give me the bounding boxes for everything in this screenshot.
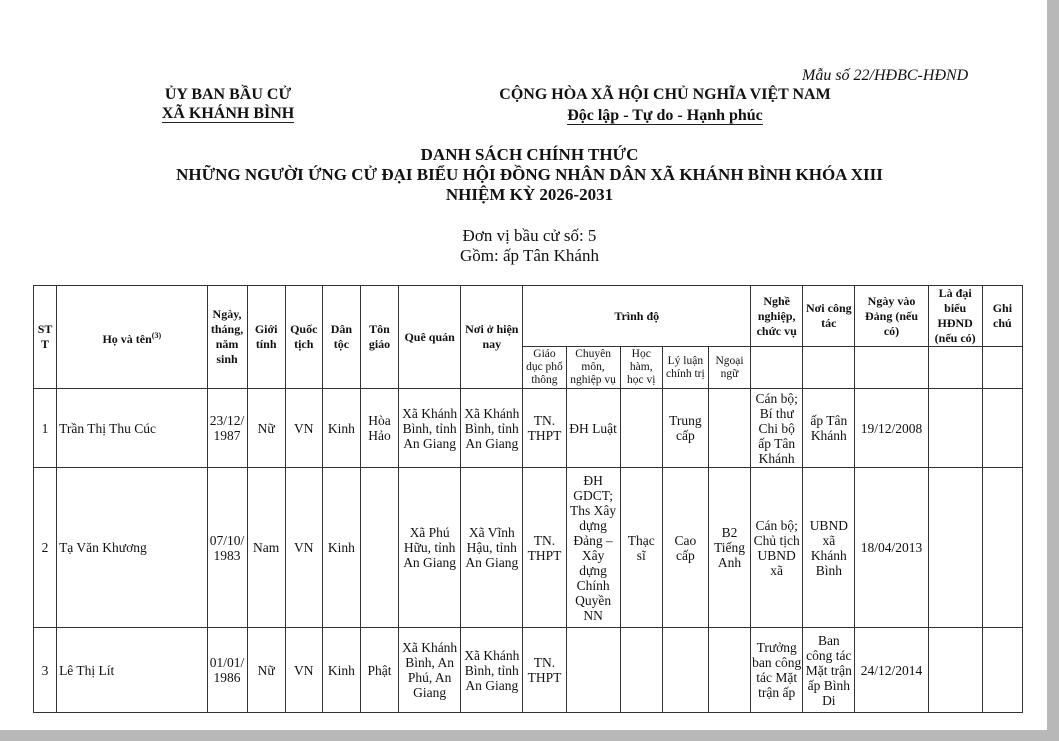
electoral-unit-area: Gồm: ấp Tân Khánh xyxy=(460,246,599,265)
cell-religion xyxy=(360,468,398,628)
header-party-date: Ngày vào Đảng (nếu có) xyxy=(855,286,928,347)
table-row xyxy=(34,628,1023,713)
cell-dob: 01/01/1986 xyxy=(207,628,247,713)
cell-residence: Xã Khánh Bình, tỉnh An Giang xyxy=(461,389,523,468)
header-note: Ghi chú xyxy=(982,286,1022,347)
table-row xyxy=(34,389,1023,468)
cell-party-date: 18/04/2013 xyxy=(855,468,928,628)
header-edu-general: Giáo dục phổ thông xyxy=(523,347,566,389)
header-empty-note xyxy=(982,347,1022,389)
header-hometown: Quê quán xyxy=(399,286,461,389)
header-name-footnote: (3) xyxy=(151,330,162,340)
cell-residence: Xã Khánh Bình, tỉnh An Giang xyxy=(461,628,523,713)
cell-religion: Phật xyxy=(360,628,398,713)
table-row xyxy=(34,468,1023,628)
cell-edu-general: TN. THPT xyxy=(523,389,566,468)
header-ethnicity: Dân tộc xyxy=(322,286,360,389)
header-name xyxy=(57,286,207,389)
national-motto-text: Độc lập - Tự do - Hạnh phúc xyxy=(567,107,763,124)
cell-dob: 23/12/1987 xyxy=(207,389,247,468)
document-title-line2: NHỮNG NGƯỜI ỨNG CỬ ĐẠI BIỂU HỘI ĐỒNG NHÂN DÂN XÃ KHÁNH BÌNH KHÓA XIII xyxy=(176,165,883,184)
header-delegate: Là đại biểu HĐND (nếu có) xyxy=(928,286,982,347)
header-edu-academic: Học hàm, học vị xyxy=(620,347,662,389)
cell-religion: Hòa Hảo xyxy=(360,389,398,468)
form-number: Mẫu số 22/HĐBC-HĐND xyxy=(802,67,969,84)
cell-ethnicity: Kinh xyxy=(322,389,360,468)
cell-note xyxy=(982,389,1022,468)
national-motto xyxy=(430,107,900,125)
header-residence: Nơi ở hiện nay xyxy=(461,286,523,389)
header-edu-political: Lý luận chính trị xyxy=(662,347,708,389)
header-gender: Giới tính xyxy=(247,286,285,389)
header-stt: STT xyxy=(34,286,57,389)
cell-workplace: UBND xã Khánh Bình xyxy=(803,468,855,628)
cell-nationality: VN xyxy=(285,389,322,468)
cell-edu-professional xyxy=(566,628,620,713)
cell-gender: Nữ xyxy=(247,628,285,713)
cell-note xyxy=(982,468,1022,628)
header-empty-party-date xyxy=(855,347,928,389)
cell-edu-language xyxy=(708,389,750,468)
cell-edu-language: B2 Tiếng Anh xyxy=(708,468,750,628)
cell-edu-political: Cao cấp xyxy=(662,468,708,628)
cell-edu-language xyxy=(708,628,750,713)
header-nationality: Quốc tịch xyxy=(285,286,322,389)
header-empty-workplace xyxy=(803,347,855,389)
cell-edu-general: TN. THPT xyxy=(523,628,566,713)
cell-hometown: Xã Phú Hữu, tỉnh An Giang xyxy=(399,468,461,628)
issuing-org-name: XÃ KHÁNH BÌNH xyxy=(161,105,295,122)
cell-edu-general: TN. THPT xyxy=(523,468,566,628)
cell-stt: 2 xyxy=(34,468,57,628)
cell-dob: 07/10/1983 xyxy=(207,468,247,628)
cell-edu-professional: ĐH GDCT; Ths Xây dựng Đảng – Xây dựng Chính Quyền NN xyxy=(566,468,620,628)
header-empty-delegate xyxy=(928,347,982,389)
document-title-line1: DANH SÁCH CHÍNH THỨC xyxy=(420,145,639,164)
cell-edu-political: Trung cấp xyxy=(662,389,708,468)
cell-occupation: Cán bộ; Bí thư Chi bộ ấp Tân Khánh xyxy=(751,389,803,468)
cell-name: Lê Thị Lít xyxy=(57,628,207,713)
cell-stt: 1 xyxy=(34,389,57,468)
header-education: Trình độ xyxy=(523,286,751,347)
cell-hometown: Xã Khánh Bình, tỉnh An Giang xyxy=(399,389,461,468)
cell-gender: Nữ xyxy=(247,389,285,468)
cell-residence: Xã Vĩnh Hậu, tỉnh An Giang xyxy=(461,468,523,628)
header-name-text: Họ và tên xyxy=(102,331,152,346)
electoral-unit: Đơn vị bầu cử số: 5 xyxy=(462,226,597,245)
header-edu-professional: Chuyên môn, nghiệp vụ xyxy=(566,347,620,389)
cell-delegate xyxy=(928,389,982,468)
cell-workplace: ấp Tân Khánh xyxy=(803,389,855,468)
issuing-org-line2 xyxy=(128,105,328,123)
cell-occupation: Trưởng ban công tác Mặt trận ấp xyxy=(751,628,803,713)
cell-ethnicity: Kinh xyxy=(322,468,360,628)
cell-edu-professional: ĐH Luật xyxy=(566,389,620,468)
cell-hometown: Xã Khánh Bình, An Phú, An Giang xyxy=(399,628,461,713)
cell-nationality: VN xyxy=(285,628,322,713)
cell-edu-academic: Thạc sĩ xyxy=(620,468,662,628)
cell-edu-academic xyxy=(620,628,662,713)
header-dob: Ngày, tháng, năm sinh xyxy=(207,286,247,389)
header-empty-occupation xyxy=(751,347,803,389)
cell-delegate xyxy=(928,468,982,628)
header-edu-language: Ngoại ngữ xyxy=(708,347,750,389)
cell-workplace: Ban công tác Mặt trận ấp Bình Di xyxy=(803,628,855,713)
republic-name: CỘNG HÒA XÃ HỘI CHỦ NGHĨA VIỆT NAM xyxy=(499,86,831,103)
document-title-line3: NHIỆM KỲ 2026-2031 xyxy=(445,185,614,204)
cell-stt: 3 xyxy=(34,628,57,713)
cell-party-date: 19/12/2008 xyxy=(855,389,928,468)
cell-edu-political xyxy=(662,628,708,713)
cell-occupation: Cán bộ; Chủ tịch UBND xã xyxy=(751,468,803,628)
cell-ethnicity: Kinh xyxy=(322,628,360,713)
cell-gender: Nam xyxy=(247,468,285,628)
cell-edu-academic xyxy=(620,389,662,468)
header-occupation: Nghề nghiệp, chức vụ xyxy=(751,286,803,347)
cell-note xyxy=(982,628,1022,713)
cell-name: Tạ Văn Khương xyxy=(57,468,207,628)
cell-name: Trần Thị Thu Cúc xyxy=(57,389,207,468)
issuing-org-line1: ỦY BAN BẦU CỬ xyxy=(164,86,292,103)
cell-nationality: VN xyxy=(285,468,322,628)
candidate-table xyxy=(33,285,1023,713)
header-religion: Tôn giáo xyxy=(360,286,398,389)
header-workplace: Nơi công tác xyxy=(803,286,855,347)
cell-party-date: 24/12/2014 xyxy=(855,628,928,713)
cell-delegate xyxy=(928,628,982,713)
